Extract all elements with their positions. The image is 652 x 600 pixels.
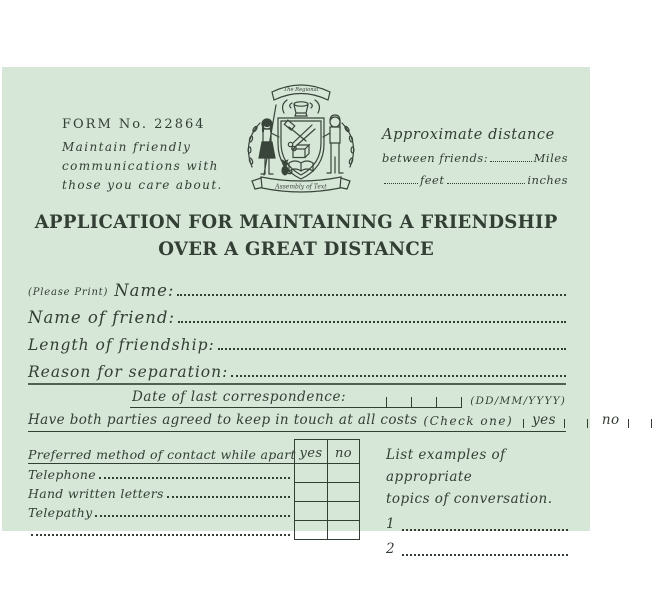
tagline-line2: communications with [62, 159, 219, 173]
form-paper [2, 67, 620, 557]
telephone-yes-cell [294, 464, 327, 483]
field-name [28, 270, 566, 300]
feet-unit: feet [420, 173, 445, 187]
distance-line-miles [382, 151, 568, 165]
bottom-ribbon-text: Assembly of Text [275, 183, 327, 191]
telepathy-label: Telepathy [28, 505, 93, 520]
feet-fill-line [384, 183, 418, 184]
crown-urn-icon [283, 100, 320, 116]
field-friend-label: Name of friend: [28, 308, 175, 327]
top-ribbon-text: The Regional [283, 87, 319, 93]
topic-1-number: 1 [386, 516, 396, 532]
telephone-label: Telephone [28, 467, 96, 482]
topic-2-fill-line [402, 554, 568, 556]
left-figure [259, 105, 279, 175]
inches-unit: inches [527, 173, 568, 187]
tagline-line3: those you care about. [62, 178, 223, 192]
inches-fill-line [447, 183, 526, 184]
date-month-box [411, 397, 436, 408]
field-name-fill-line [177, 294, 566, 296]
book-icon [289, 161, 313, 171]
box-icon [293, 145, 309, 158]
field-name-of-friend [28, 300, 566, 327]
letters-label: Hand written letters [28, 486, 164, 501]
distance-title: Approximate distance [382, 127, 555, 143]
yes-column-header: yes [294, 439, 327, 463]
no-column-header: no [327, 439, 360, 463]
tagline-line1: Maintain friendly [62, 140, 192, 154]
table-header-label: Preferred method of contact while apart [28, 447, 296, 462]
yes-box-left-tick [564, 419, 565, 428]
miles-fill-line [490, 161, 532, 162]
yes-left-tick [523, 419, 524, 428]
contact-method-table [28, 439, 360, 540]
coat-of-arms-emblem [226, 71, 376, 207]
letters-no-cell [327, 483, 360, 502]
miles-unit: Miles [533, 151, 568, 165]
no-option-label: no [601, 412, 620, 428]
letters-yes-cell [294, 483, 327, 502]
field-length-fill-line [218, 348, 566, 350]
telepathy-fill-line [95, 515, 290, 517]
keep-in-touch-question-row [28, 412, 620, 432]
no-box-left-tick [628, 419, 629, 428]
form-title [2, 209, 590, 263]
field-reason-for-separation [28, 354, 566, 381]
form-title-line2: OVER A GREAT DISTANCE [158, 238, 434, 260]
telephone-no-cell [327, 464, 360, 483]
field-reason-label: Reason for separation: [28, 363, 229, 381]
topics-intro-line2: topics of conversation. [386, 491, 553, 507]
table-row-letters [28, 483, 360, 502]
please-print-note: (Please Print) [28, 287, 109, 298]
distance-block [382, 127, 568, 187]
field-reason-fill-line [231, 375, 566, 377]
date-of-last-correspondence-row [130, 389, 566, 408]
letters-fill-line [167, 496, 290, 498]
topic-item-1 [386, 510, 568, 535]
field-length-of-friendship [28, 327, 566, 354]
date-label: Date of last correspondence: [130, 389, 386, 408]
conversation-topics-block [386, 444, 568, 560]
table-row-clipped [28, 521, 360, 540]
form-number-block [62, 117, 242, 195]
telepathy-no-cell [327, 502, 360, 521]
topic-2-number: 2 [386, 541, 396, 557]
date-year-box [436, 397, 462, 408]
top-ribbon [272, 85, 330, 100]
form-tagline [62, 138, 242, 195]
no-checkbox [651, 419, 652, 428]
field-friend-fill-line [178, 321, 566, 323]
section-divider-rule [28, 383, 566, 385]
distance-between-label: between friends: [382, 151, 489, 165]
right-figure [323, 115, 343, 173]
yes-checkbox [587, 419, 588, 428]
check-one-note: (Check one) [423, 414, 514, 428]
form-title-line1: APPLICATION FOR MAINTAINING A FRIENDSHIP [34, 211, 558, 233]
agreement-question: Have both parties agreed to keep in touch at all costs [28, 412, 418, 428]
yes-option-label: yes [532, 412, 556, 428]
date-format-hint: (DD/MM/YYYY) [470, 395, 566, 407]
hammer-scissors-icon [284, 120, 315, 151]
form-number: FORM No. 22864 [62, 117, 206, 132]
topic-1-fill-line [402, 529, 568, 531]
fill-in-fields [28, 270, 566, 381]
telepathy-yes-cell [294, 502, 327, 521]
table-header-row [28, 439, 360, 464]
clipped-no-cell [327, 521, 360, 540]
telephone-fill-line [99, 477, 290, 479]
field-length-label: Length of friendship: [28, 336, 215, 354]
clipped-row-fill-line [31, 534, 290, 536]
topic-item-2 [386, 535, 568, 560]
table-row-telephone [28, 464, 360, 483]
distance-line-feet-inches [382, 173, 568, 187]
clipped-yes-cell [294, 521, 327, 540]
topics-intro-line1: List examples of appropriate [386, 447, 506, 485]
date-day-box [386, 397, 411, 408]
field-name-label: Name: [114, 281, 175, 300]
table-row-telepathy [28, 502, 360, 521]
